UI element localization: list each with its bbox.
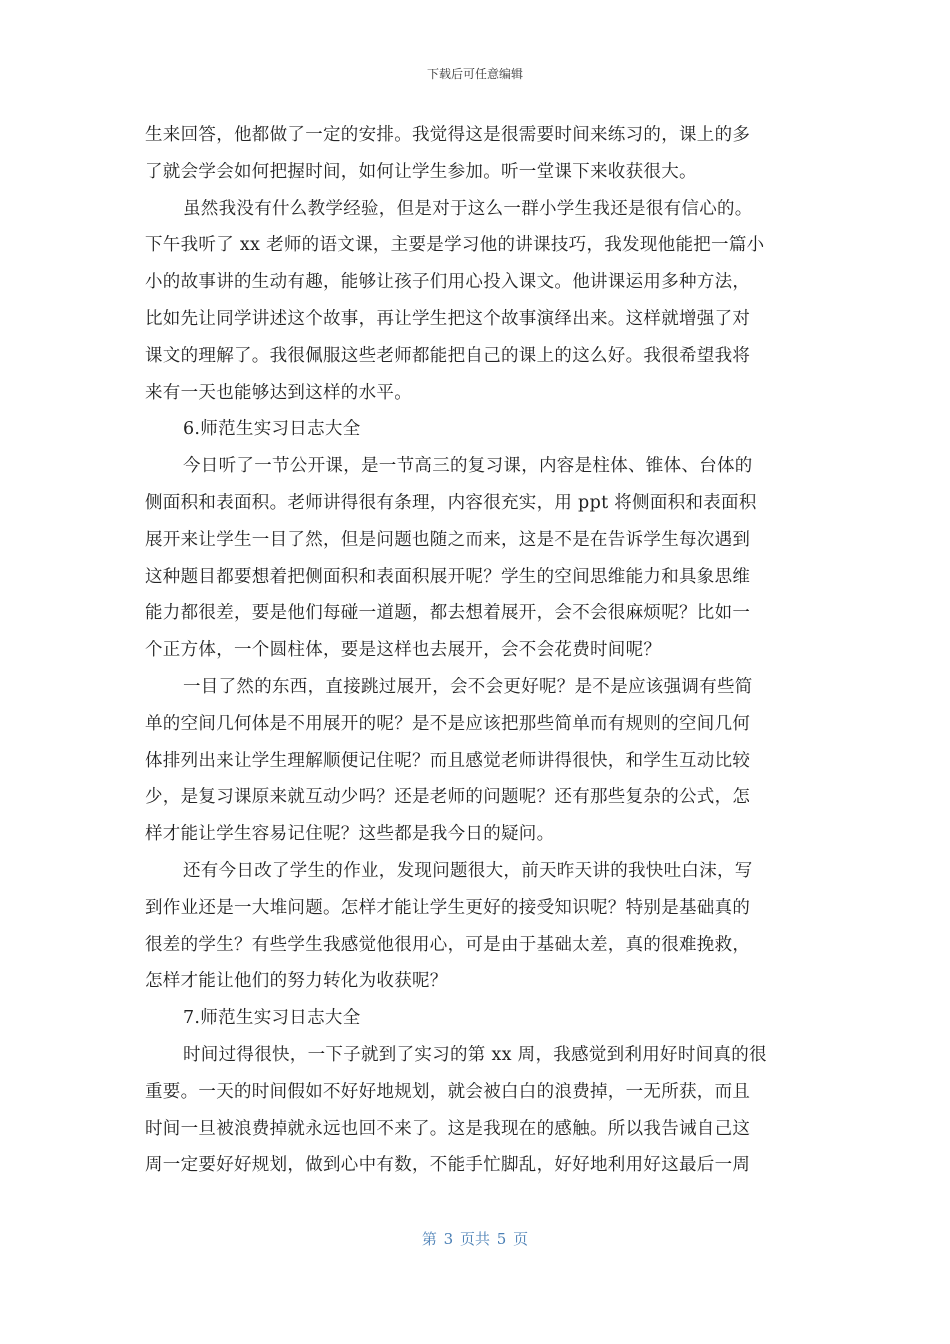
text-line: 展开来让学生一目了然，但是问题也随之而来，这是不是在告诉学生每次遇到	[145, 529, 751, 550]
text-line: 到作业还是一大堆问题。怎样才能让学生更好的接受知识呢？特别是基础真的	[145, 897, 751, 918]
text-line: 少，是复习课原来就互动少吗？还是老师的问题呢？还有那些复杂的公式，怎	[145, 787, 751, 808]
text-line: 侧面积和表面积。老师讲得很有条理，内容很充实，用 ppt 将侧面积和表面积	[145, 492, 757, 513]
text-line: 今日听了一节公开课，是一节高三的复习课，内容是柱体、锥体、台体的	[183, 456, 753, 477]
text-line: 个正方体，一个圆柱体，要是这样也去展开，会不会花费时间呢？	[145, 640, 662, 661]
paragraph	[145, 1037, 807, 1184]
text-line: 课文的理解了。我很佩服这些老师都能把自己的课上的这么好。我很希望我将	[145, 345, 751, 366]
text-line: 虽然我没有什么教学经验，但是对于这么一群小学生我还是很有信心的。	[183, 198, 753, 219]
text-line: 样才能让学生容易记住呢？这些都是我今日的疑问。	[145, 824, 555, 845]
page-header: 下载后可任意编辑	[426, 67, 523, 81]
text-line: 体排列出来让学生理解顺便记住呢？而且感觉老师讲得很快，和学生互动比较	[145, 750, 751, 771]
paragraph	[145, 448, 807, 669]
paragraph	[145, 191, 807, 412]
text-line: 周一定要好好规划，做到心中有数，不能手忙脚乱，好好地利用好这最后一周	[145, 1155, 751, 1176]
text-line: 生来回答，他都做了一定的安排。我觉得这是很需要时间来练习的，课上的多	[145, 125, 751, 145]
text-line: 单的空间几何体是不用展开的呢？是不是应该把那些简单而有规则的空间几何	[145, 713, 751, 734]
text-line: 比如先让同学讲述这个故事，再让学生把这个故事演绎出来。这样就增强了对	[145, 308, 751, 329]
paragraph	[145, 117, 807, 191]
text-line: 能力都很差，要是他们每碰一道题，都去想着展开，会不会很麻烦呢？比如一	[145, 603, 751, 624]
section-heading: 7.师范生实习日志大全	[183, 1008, 361, 1029]
page-number-footer: 第 3 页共 5 页	[421, 1230, 529, 1248]
document-body	[145, 117, 807, 1184]
text-line: 时间过得很快，一下子就到了实习的第 xx 周，我感觉到利用好时间真的很	[183, 1044, 767, 1065]
text-line: 这种题目都要想着把侧面积和表面积展开呢？学生的空间思维能力和具象思维	[145, 566, 751, 587]
paragraph	[145, 853, 807, 1000]
text-line: 怎样才能让他们的努力转化为收获呢？	[145, 971, 448, 992]
text-line: 一目了然的东西，直接跳过展开，会不会更好呢？是不是应该强调有些简	[183, 676, 753, 697]
text-line: 很差的学生？有些学生我感觉他很用心，可是由于基础太差，真的很难挽救，	[145, 934, 751, 955]
paragraph	[145, 669, 807, 853]
text-line: 下午我听了 xx 老师的语文课，主要是学习他的讲课技巧，我发现他能把一篇小	[145, 235, 765, 256]
section-heading: 6.师范生实习日志大全	[183, 419, 361, 440]
text-line: 还有今日改了学生的作业，发现问题很大，前天昨天讲的我快吐白沫，写	[183, 860, 753, 881]
text-line: 来有一天也能够达到这样的水平。	[145, 382, 412, 403]
text-line: 时间一旦被浪费掉就永远也回不来了。这是我现在的感触。所以我告诫自己这	[145, 1118, 751, 1139]
text-line: 了就会学会如何把握时间，如何让学生参加。听一堂课下来收获很大。	[145, 161, 697, 182]
text-line: 重要。一天的时间假如不好好地规划，就会被白白的浪费掉，一无所获，而且	[145, 1081, 751, 1102]
text-line: 小的故事讲的生动有趣，能够让孩子们用心投入课文。他讲课运用多种方法，	[145, 272, 751, 293]
